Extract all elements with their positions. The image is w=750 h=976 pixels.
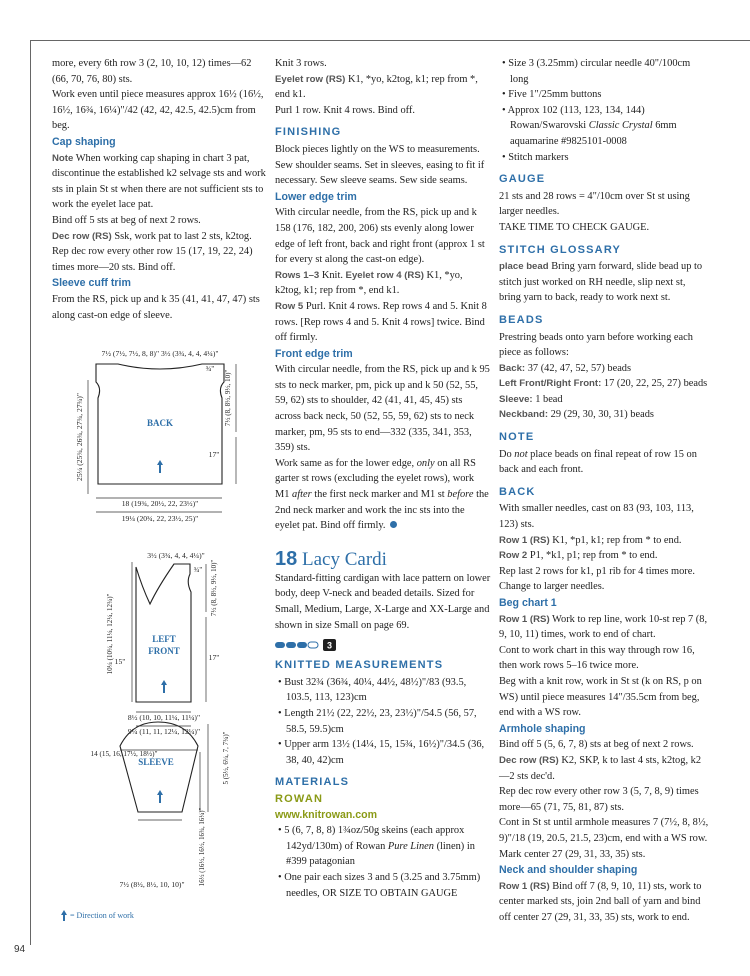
paragraph: Rep last 2 rows for k1, p1 rib for 4 times more. Change to larger needles. [499, 565, 695, 593]
back-width-1: 18 (19¾, 20½, 22, 23½)" [121, 499, 199, 508]
front-15: 15" [114, 657, 126, 666]
heading-armhole-shaping: Armhole shaping [499, 722, 586, 735]
direction-legend: = Direction of work [70, 911, 134, 920]
paragraph: With smaller needles, cast on 83 (93, 103, 113, 123) sts. [499, 503, 694, 531]
paragraph [275, 456, 491, 534]
beads-back [499, 361, 709, 377]
beads-sleeve [499, 392, 709, 408]
list-item: • Upper arm 13½ (14¼, 15, 15¾, 16½)"/34.5 (36, 38, 40, 42)cm [278, 739, 485, 766]
back-side-measure: 25¼ (25¾, 26¾, 27¾, 27¾)" [75, 393, 84, 481]
row1-paragraph [499, 533, 709, 549]
text: on all RS garter st rows (excluding the eyelet rows), work M1 [275, 457, 476, 501]
eyelet4-label: Eyelet row 4 (RS) [345, 269, 424, 281]
value: 1 bead [532, 393, 563, 405]
value: 29 (29, 30, 30, 31) beads [548, 409, 654, 421]
row2-paragraph [499, 548, 709, 564]
front-neck-drop: ¾" [193, 565, 203, 574]
legend-arrow-icon [61, 910, 67, 921]
text: the 2nd neck marker and work the inc sts into the eyelet pat. Bind off firmly. [275, 489, 489, 532]
paragraph: Rep dec row every other row 15 (17, 19, 22, 24) times more—20 sts. Bind off. [52, 246, 253, 273]
text: • 5 (6, 7, 8, 8) 1¾oz/50g skeins (each approx 142yd/130m) of Rowan [278, 825, 465, 852]
chart-row1-paragraph [499, 612, 709, 643]
paragraph: Purl 1 row. Knit 4 rows. Bind off. [275, 104, 415, 116]
schematic-diagrams [52, 342, 266, 922]
pattern-number: 18 [275, 547, 298, 570]
direction-arrow-icon [157, 790, 163, 803]
label: Left Front/Right Front: [499, 378, 602, 390]
row5-text: Purl. Knit 4 rows. Rep rows 4 and 5. Knit 8 rows. [Rep rows 4 and 5. Knit 4 rows] twice. Bind off firmly. [275, 300, 487, 344]
text: 6mm aquamarine #9825101-0008 [510, 120, 677, 147]
heading-lower-edge-trim: Lower edge trim [275, 190, 357, 203]
value: 17 (20, 22, 25, 27) beads [601, 378, 708, 390]
paragraph: Block pieces lightly on the WS to measurements. Sew shoulder seams. Set in sleeves, easing to fit if necessary. Sew sleeve seams. Sew side seams. [275, 143, 485, 187]
eyelet-text: K1, *yo, k2tog, k1; rep from *, end k1. [275, 73, 478, 101]
text-italic: only [416, 457, 435, 469]
heading-cap-shaping: Cap shaping [52, 135, 116, 148]
paragraph: Bind off 5 (5, 6, 7, 8) sts at beg of next 2 rows. [499, 739, 694, 751]
heading-front-edge-trim: Front edge trim [275, 347, 353, 360]
dec-row-text: Ssk, work pat to last 2 sts, k2tog. [111, 230, 252, 242]
label: Row 1 (RS) [499, 613, 550, 625]
note-text: When working cap shaping in chart 3 pat, discontinue the established k2 selvage sts and work sts in plain St st when there are not sufficient sts to work the eyelet lace pat. [52, 152, 266, 211]
label: Row 2 [499, 550, 528, 562]
text: the first neck marker and M1 st [311, 489, 448, 501]
direction-arrow-icon [161, 680, 167, 693]
text: Work same as for the lower edge, [275, 457, 417, 469]
back-top-measure: 7½ (7½, 7½, 8, 8)" 3½ (3¾, 4, 4, 4¼)" [101, 349, 219, 358]
label: Dec row (RS) [499, 754, 559, 766]
label: Row 1 (RS) [499, 880, 550, 892]
column-1 [52, 56, 266, 323]
list-item: • One pair each sizes 3 and 5 (3.25 and 3.75mm) needles, OR SIZE TO OBTAIN GAUGE [278, 871, 481, 899]
text: K1, *p1, k1; rep from * to end. [549, 534, 682, 546]
label: Row 1 (RS) [499, 534, 550, 546]
paragraph: Bind off 5 sts at beg of next 2 rows. [52, 214, 201, 226]
list-item: • Stitch markers [502, 151, 569, 163]
heading-beg-chart-1: Beg chart 1 [499, 597, 557, 609]
front-side-measure: 10¼ (10¼, 11¼, 12¼, 12¾)" [106, 593, 114, 675]
top-rule [30, 40, 750, 41]
paragraph: more, every 6th row 3 (2, 10, 10, 12) times—62 (66, 70, 76, 80) sts. [52, 58, 252, 85]
text: place beads on final repeat of row 15 on back and each front. [499, 448, 697, 476]
brand-rowan: ROWAN [275, 792, 324, 805]
dec-row-label: Dec row (RS) [52, 230, 112, 242]
paragraph: With circular needle, from the RS, pick up and k 158 (176, 182, 200, 206) sts evenly along lower edge of left front, back and right front (approx 1 st for every st along the cast-on edge). [275, 207, 485, 266]
label: Neckband: [499, 409, 549, 421]
front-armhole-measure: 7½ (8, 8½, 9½, 10)" [210, 559, 218, 617]
paragraph: From the RS, pick up and k 35 (41, 41, 47, 47) sts along cast-on edge of sleeve. [52, 293, 260, 321]
pattern-intro: Standard-fitting cardigan with lace pattern on lower body, deep V-neck and beaded details. Sized for Small, Medium, Large, X-Large and XX-Large and shown in size Small on page 69. [275, 572, 491, 631]
list-item: • Size 3 (3.25mm) circular needle 40"/100cm long [502, 58, 691, 85]
heading-note: NOTE [499, 431, 535, 444]
eyelet-paragraph [275, 72, 491, 103]
rows13-text: Knit. [319, 269, 346, 281]
text-italic: before [447, 489, 474, 501]
paragraph: Beg with a knit row, work in St st (k on RS, p on WS) until piece measures 14"/35.5cm from beg, end with a WS row. [499, 675, 702, 719]
pattern-name: Lacy Cardi [297, 548, 387, 570]
heading-beads: BEADS [499, 313, 544, 326]
rowan-link[interactable]: www.knitrowan.com [275, 808, 378, 821]
paragraph: Cont in St st until armhole measures 7 (7½, 8, 8½, 9)"/18 (19, 20.5, 21.5, 23)cm, end with a WS row. Mark center 27 (29, 31, 33, 35) sts. [499, 817, 709, 860]
front-top-measure: 3½ (3¾, 4, 4, 4¼)" [147, 551, 205, 560]
list-item [275, 823, 491, 870]
note-label: Note [52, 152, 74, 164]
rows13-label: Rows 1–3 [275, 269, 320, 281]
sleeve-bottom-measure: 7½ (8½, 8½, 10, 10)" [119, 880, 185, 889]
list-item: • Length 21½ (22, 22½, 23, 23½)"/54.5 (56, 57, 58.5, 59.5)cm [278, 707, 477, 735]
text-italic: after [292, 489, 312, 501]
sleeve-top-measure: 14 (15, 16, 17½, 18½)" [90, 750, 158, 758]
front-17: 17" [208, 653, 220, 662]
beads-neckband [499, 407, 709, 423]
sleeve-cap-measure: 5 (5½, 6¼, 7, 7¾)" [222, 731, 230, 785]
heading-gauge: GAUGE [499, 173, 546, 186]
paragraph: Prestring beads onto yarn before working each piece as follows: [499, 331, 693, 359]
left-rule [30, 40, 31, 945]
heading-materials: MATERIALS [275, 776, 350, 789]
page-number: 94 [14, 944, 26, 955]
back-width-2: 19¼ (20¾, 22, 23½, 25)" [121, 514, 199, 523]
back-17: 17" [208, 450, 220, 459]
paragraph: Rep dec row every other row 3 (5, 7, 8, 9) times more—65 (71, 75, 81, 87) sts. [499, 786, 699, 813]
text-italic: not [514, 448, 528, 460]
text: Bind off 7 (8, 9, 10, 11) sts, work to center marked sts, join 2nd ball of yarn and bind off center 27 (29, 31, 33, 35) sts, work to end. [499, 880, 702, 923]
text: K2, SKP, k to last 4 sts, k2tog, k2—2 sts dec'd. [499, 754, 702, 782]
column-2 [275, 56, 491, 901]
row5-label: Row 5 [275, 300, 304, 312]
dec-row-paragraph [52, 229, 266, 245]
front-label-2: FRONT [148, 646, 180, 656]
text-italic: Pure Linen [387, 840, 434, 852]
skill-bars-icon [275, 639, 339, 651]
text: • Approx 102 (113, 123, 134, 144) Rowan/Swarovski [502, 104, 645, 132]
text: Work to rep line, work 10-st rep 7 (8, 9, 10, 11) times, work to end of chart. [499, 613, 708, 641]
pattern-title [275, 548, 491, 571]
rows-paragraph [275, 268, 491, 299]
back-label: BACK [146, 418, 174, 428]
front-label-1: LEFT [152, 634, 176, 644]
heading-finishing: FINISHING [275, 126, 342, 139]
heading-stitch-glossary: STITCH GLOSSARY [499, 243, 622, 256]
label: Sleeve: [499, 393, 533, 405]
place-bead-label: place bead [499, 261, 549, 273]
text: (linen) in #399 patagonian [286, 840, 475, 868]
paragraph: Cont to work chart in this way through row 16, then work rows 5–16 twice more. [499, 644, 695, 672]
back-neck-drop: ¾" [205, 364, 215, 373]
text-italic: Classic Crystal [588, 120, 653, 132]
paragraph: Work even until piece measures approx 16½ (16½, 16½, 16¾, 16¼)"/42 (42, 42, 42.5, 42.5)cm from beg. [52, 89, 264, 132]
paragraph [499, 447, 709, 478]
text: Do [499, 448, 515, 460]
paragraph: Knit 3 rows. [275, 58, 327, 69]
front-width-1: 8½ (10, 10, 11¼, 11¼)" [127, 713, 201, 722]
neck-row1-paragraph [499, 879, 709, 926]
place-bead-paragraph [499, 259, 709, 306]
note-paragraph [52, 151, 266, 213]
row5-paragraph [275, 299, 491, 346]
beads-fronts [499, 376, 709, 392]
list-item: • Bust 32¾ (36¾, 40¼, 44½, 48½)"/83 (93.5, 103.5, 113, 123)cm [278, 676, 467, 704]
skill-badge: 3 [326, 640, 333, 651]
value: 37 (42, 47, 52, 57) beads [525, 362, 632, 374]
eyelet4-text: K1, *yo, k2tog, k1; rep from *, end k1. [275, 269, 463, 297]
skill-level-indicator [275, 639, 491, 651]
heading-back: BACK [499, 485, 536, 498]
heading-knitted-measurements: KNITTED MEASUREMENTS [275, 659, 444, 672]
direction-arrow-icon [157, 460, 163, 473]
list-item: • Five 1"/25mm buttons [502, 89, 602, 101]
text: P1, *k1, p1; rep from * to end. [527, 550, 658, 562]
paragraph: TAKE TIME TO CHECK GAUGE. [499, 221, 650, 233]
end-bullet-icon [390, 521, 397, 528]
sleeve-length-measure: 16½ (16½, 16½, 16¾, 16¼)" [199, 807, 206, 887]
heading-neck-shoulder-shaping: Neck and shoulder shaping [499, 864, 638, 877]
eyelet-label: Eyelet row (RS) [275, 73, 346, 85]
paragraph: 21 sts and 28 rows = 4"/10cm over St st using larger needles. [499, 190, 690, 218]
label: Back: [499, 362, 526, 374]
heading-sleeve-cuff-trim: Sleeve cuff trim [52, 277, 131, 290]
back-armhole-measure: 7½ (8, 8½, 9½, 10)" [224, 369, 232, 427]
list-item [499, 103, 709, 150]
paragraph: With circular needle, from the RS, pick up and k 95 sts to neck marker, pm, pick up and k 50 (52, 55, 59, 62) sts to shoulder, 42 (41, 41, 45, 45) sts across back neck, 50 (52, 55, 59, 62) sts to neck marker, pm, 95 sts to end—332 (335, 341, 353, 359) sts. [275, 364, 490, 454]
front-width-2: 9¼ (11, 11, 12¼, 12¼)" [127, 727, 201, 736]
dec-row-paragraph [499, 753, 709, 784]
place-bead-text: Bring yarn forward, slide bead up to stitch just worked on RH needle, slip next st, bring yarn to back, ready to work next st. [499, 261, 703, 304]
column-3 [499, 56, 709, 925]
sleeve-label: SLEEVE [138, 757, 174, 767]
